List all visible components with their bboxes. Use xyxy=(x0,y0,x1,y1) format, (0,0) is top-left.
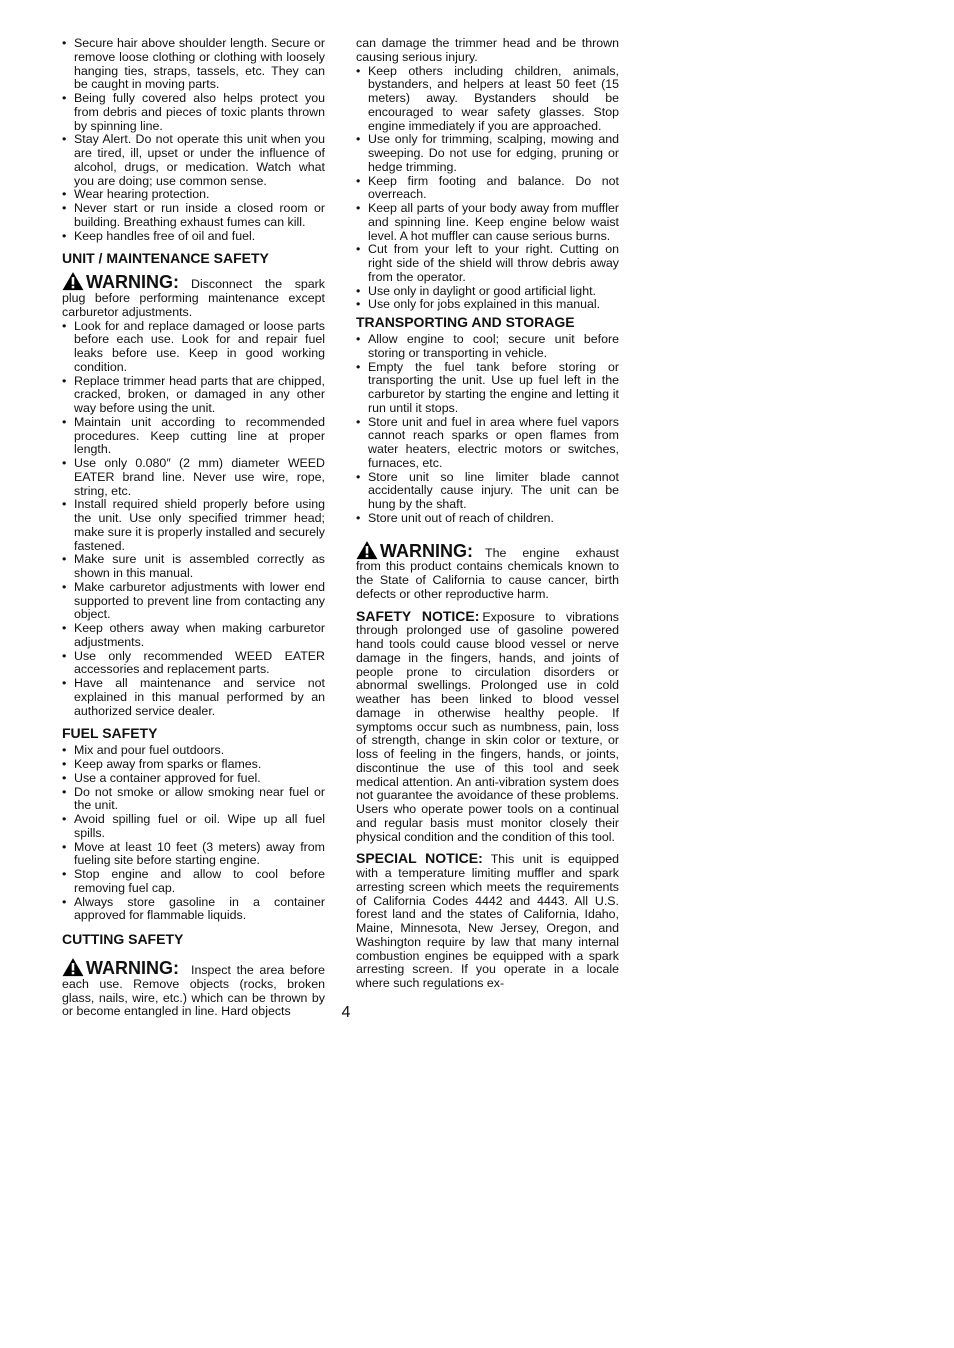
list-item: • Use only in daylight or good artificial light. xyxy=(356,285,619,299)
list-item: • Being fully covered also helps protect you from debris and pieces of toxic plants thrown by spinning line. xyxy=(62,92,325,133)
list-item: • Allow engine to cool; secure unit before storing or transporting in vehicle. xyxy=(356,333,619,361)
warning-text: Inspect the area before each use. Remove objects (rocks, broken glass, nails, wire, etc.) which can be thrown by or become entangled in line. Hard objects xyxy=(62,963,325,1019)
continuation-text: can damage the trimmer head and be thrown causing serious injury. xyxy=(356,36,619,64)
list-item: • Do not smoke or allow smoking near fuel or the unit. xyxy=(62,786,325,814)
special-notice-label: SPECIAL NOTICE: xyxy=(356,850,483,867)
safety-notice-label: SAFETY NOTICE: xyxy=(356,607,480,624)
list-item: • Replace trimmer head parts that are chipped, cracked, broken, or damaged in any other way before using the unit. xyxy=(62,375,325,416)
list-item: • Avoid spilling fuel or oil. Wipe up all fuel spills. xyxy=(62,813,325,841)
list-item: • Keep handles free of oil and fuel. xyxy=(62,230,325,244)
list-item: • Use only for trimming, scalping, mowing and sweeping. Do not use for edging, pruning or hedge trimming. xyxy=(356,133,619,174)
list-item: • Store unit out of reach of children. xyxy=(356,512,619,526)
list-item: • Make sure unit is assembled correctly as shown in this manual. xyxy=(62,553,325,581)
list-item: • Always store gasoline in a container approved for flammable liquids. xyxy=(62,896,325,924)
safety-notice-text: Exposure to vibrations through prolonged use of gasoline powered hand tools could cause blood vessel or nerve damage in the fingers, hands, and joints of people prone to circulation disorders or abnormal swellings. Prolonged use in cold weather has been linked to blood vessel damage in otherwise healthy people. If symptoms occur such as numbness, pain, loss of strength, change in skin color or texture, or loss of feeling in the fingers, hands, or joints, discontinue the use of this tool and seek medical attention. An anti-vibration system does not guarantee the avoidance of these problems. Users who operate power tools on a continual and regular basis must monitor closely their physical condition and the condition of this tool. xyxy=(356,609,620,844)
warning-text: The engine exhaust from this product contains chemicals known to the State of California to cause cancer, birth defects or other reproductive harm. xyxy=(356,545,619,601)
list-item: • Keep others away when making carburetor adjustments. xyxy=(62,622,325,650)
warning-triangle-icon xyxy=(62,957,84,977)
list-item: • Keep firm footing and balance. Do not overreach. xyxy=(356,175,619,203)
transport-heading: TRANSPORTING AND STORAGE xyxy=(356,314,575,330)
list-item: • Keep away from sparks or flames. xyxy=(62,758,325,772)
special-notice xyxy=(356,852,619,991)
list-item: • Store unit so line limiter blade cannot accidentally cause injury. The unit can be hung by the shaft. xyxy=(356,471,619,512)
warning-text: Disconnect the spark plug before performing maintenance except carburetor adjustments. xyxy=(62,277,325,319)
list-item: • Keep others including children, animals, bystanders, and helpers at least 50 feet (15 meters) away. Bystanders should be encouraged to wear safety glasses. Stop engine immediately if you are approached. xyxy=(356,65,619,134)
page-number: 4 xyxy=(341,1004,351,1021)
list-item: • Never start or run inside a closed room or building. Breathing exhaust fumes can kill. xyxy=(62,202,325,230)
intro-list xyxy=(62,37,325,243)
list-item: • Stop engine and allow to cool before removing fuel cap. xyxy=(62,868,325,896)
list-item: • Empty the fuel tank before storing or transporting the unit. Use up fuel left in the carburetor by starting the engine and letting it run until it stops. xyxy=(356,361,619,416)
right-column xyxy=(356,37,619,991)
maintenance-heading: UNIT / MAINTENANCE SAFETY xyxy=(62,250,269,267)
warning-label: WARNING: xyxy=(380,540,473,561)
list-item: • Look for and replace damaged or loose parts before each use. Look for and repair fuel leaks before use. Keep in good working condition. xyxy=(62,320,325,375)
list-item: • Store unit and fuel in area where fuel vapors cannot reach sparks or open flames from water heaters, electric motors or switches, furnaces, etc. xyxy=(356,416,619,471)
list-item: • Stay Alert. Do not operate this unit when you are tired, ill, upset or under the influence of alcohol, drugs, or medication. Watch what you are doing; use common sense. xyxy=(62,133,325,188)
fuel-heading: FUEL SAFETY xyxy=(62,725,158,742)
list-item: • Install required shield properly before using the unit. Use only specified trimmer head; make sure it is properly installed and securely fastened. xyxy=(62,498,325,553)
safety-notice xyxy=(356,607,620,845)
maintenance-warning xyxy=(62,271,325,319)
cutting-heading: CUTTING SAFETY xyxy=(62,931,184,947)
warning-triangle-icon xyxy=(62,271,84,291)
list-item: • Keep all parts of your body away from muffler and spinning line. Keep engine below waist level. A hot muffler can cause serious burns. xyxy=(356,202,619,243)
cutting-list xyxy=(356,65,619,313)
list-item: • Mix and pour fuel outdoors. xyxy=(62,744,325,758)
cutting-warning xyxy=(62,957,325,1019)
warning-label: WARNING: xyxy=(86,272,179,293)
exhaust-warning xyxy=(356,540,619,602)
maintenance-list xyxy=(62,320,325,719)
list-item: • Use only for jobs explained in this manual. xyxy=(356,298,619,312)
list-item: • Wear hearing protection. xyxy=(62,188,325,202)
list-item: • Make carburetor adjustments with lower end supported to prevent line from contacting any object. xyxy=(62,581,325,622)
list-item: • Secure hair above shoulder length. Secure or remove loose clothing or clothing with loosely hanging ties, straps, tassels, etc. They can be caught in moving parts. xyxy=(62,37,325,92)
list-item: • Cut from your left to your right. Cutting on right side of the shield will throw debris away from the operator. xyxy=(356,243,619,284)
warning-triangle-icon xyxy=(356,540,378,560)
list-item: • Move at least 10 feet (3 meters) away from fueling site before starting engine. xyxy=(62,841,325,869)
list-item: • Have all maintenance and service not explained in this manual performed by an authorized service dealer. xyxy=(62,677,325,718)
left-column xyxy=(62,37,325,1019)
warning-label: WARNING: xyxy=(86,958,179,978)
fuel-list xyxy=(62,744,325,923)
list-item: • Use a container approved for fuel. xyxy=(62,772,325,786)
special-notice-text: This unit is equipped with a temperature limiting muffler and spark arresting screen which meets the requirements of California Codes 4442 and 4443. All U.S. forest land and the states of California, Idaho, Maine, Minnesota, New Jersey, Oregon, and Washington require by law that many internal combustion engines be equipped with a spark arresting screen. If you operate in a locale where such regulations ex- xyxy=(356,852,619,990)
list-item: • Use only recommended WEED EATER accessories and replacement parts. xyxy=(62,650,325,678)
list-item: • Maintain unit according to recommended procedures. Keep cutting line at proper length. xyxy=(62,416,325,457)
transport-list xyxy=(356,333,619,526)
list-item: • Use only 0.080″ (2 mm) diameter WEED EATER brand line. Never use wire, rope, string, etc. xyxy=(62,457,325,498)
